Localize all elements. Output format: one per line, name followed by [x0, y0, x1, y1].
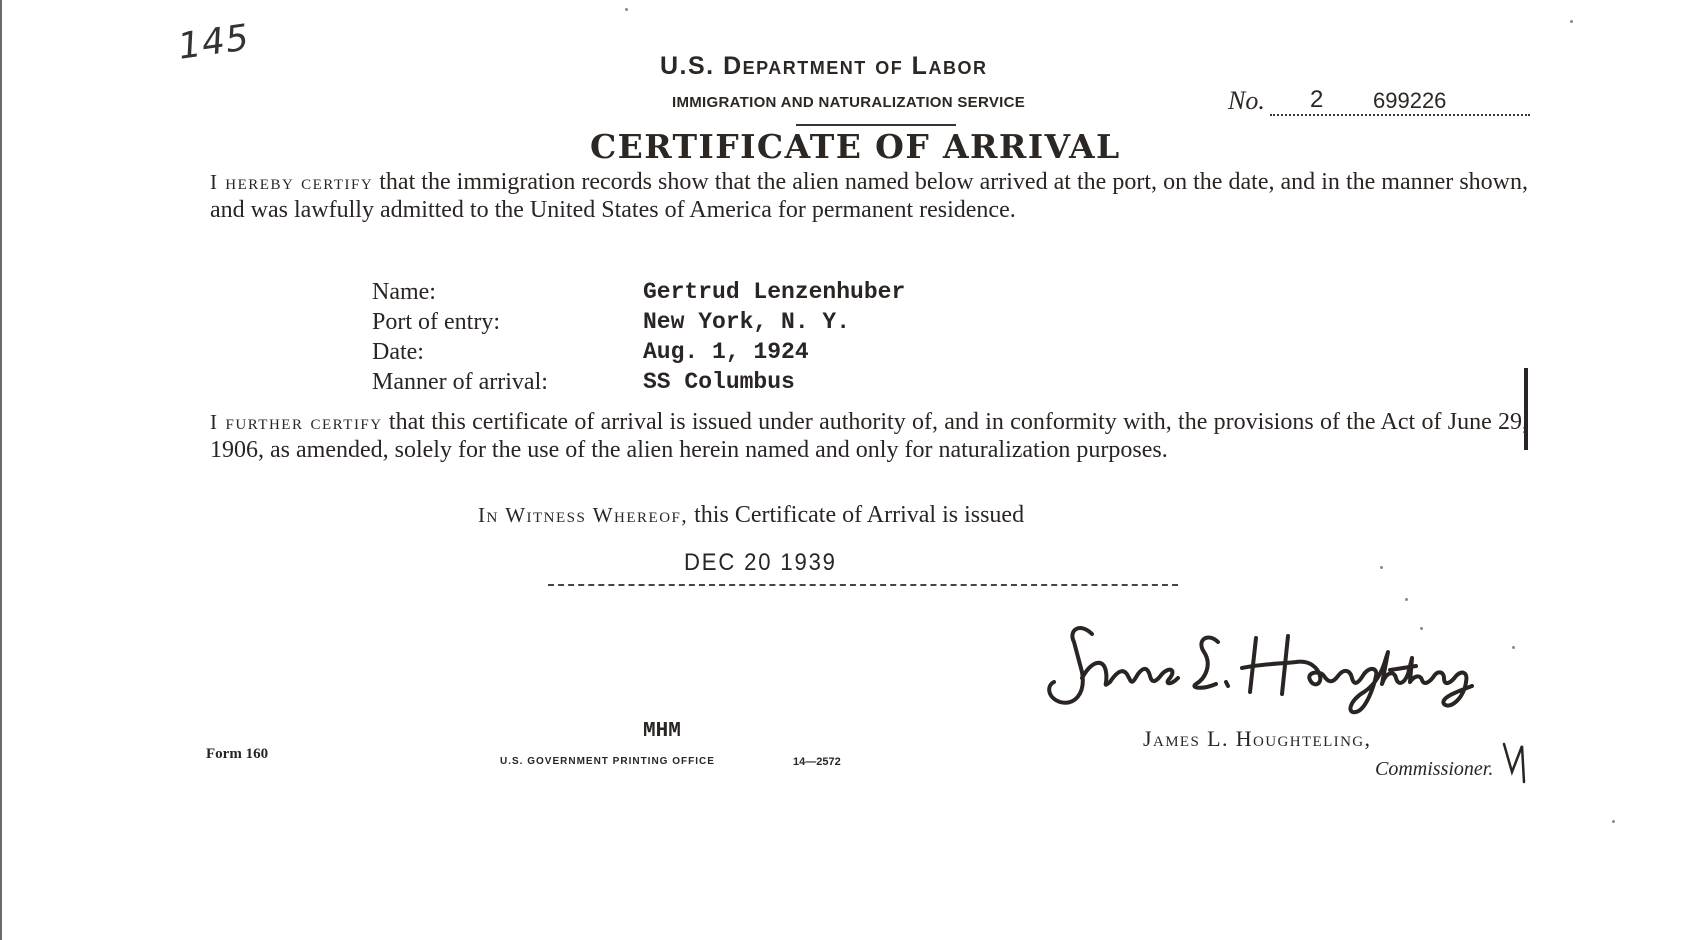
issue-date-stamp: DEC 20 1939 — [684, 549, 837, 576]
form-code: 14—2572 — [793, 756, 841, 768]
scan-speck — [625, 8, 628, 11]
further-certification-paragraph — [210, 408, 1528, 464]
further-certify-lead: I further certify — [210, 410, 383, 434]
field-value-port: New York, N. Y. — [643, 309, 851, 335]
further-certify-text: that this certificate of arrival is issued under authority of, and in conformity with, the provisions of the Act of June 29, 1906, as amended, solely for the use of the alien herein named and only for naturalization purposes. — [210, 409, 1529, 463]
certificate-number-value: 699226 — [1373, 88, 1447, 113]
printer-imprint: U.S. GOVERNMENT PRINTING OFFICE — [500, 756, 715, 767]
scan-speck — [1570, 20, 1573, 23]
pencil-annotation: 145 — [175, 17, 253, 68]
witness-lead: In Witness Whereof, — [478, 503, 689, 527]
certificate-title: CERTIFICATE OF ARRIVAL — [590, 127, 1121, 166]
field-value-date: Aug. 1, 1924 — [643, 339, 809, 365]
scan-speck — [1612, 820, 1615, 823]
field-label-date: Date: — [372, 339, 424, 365]
issue-date-line — [548, 584, 1178, 586]
field-label-port: Port of entry: — [372, 309, 500, 335]
witness-text: this Certificate of Arrival is issued — [694, 502, 1025, 528]
certify-lead: I hereby certify — [210, 170, 374, 194]
service-subheading: IMMIGRATION AND NATURALIZATION SERVICE — [672, 94, 1026, 111]
signer-printed-name: James L. Houghteling, — [1143, 726, 1372, 751]
field-value-name: Gertrud Lenzenhuber — [643, 279, 906, 305]
certify-text: that the immigration records show that the alien named below arrived at the port, on the date, and in the manner shown, and was lawfully admitted to the United States of America for permanent residence. — [210, 169, 1528, 223]
scan-speck — [1405, 598, 1408, 601]
scan-edge — [0, 0, 2, 940]
certificate-number-prefix: 2 — [1310, 86, 1324, 113]
scan-speck — [1512, 646, 1515, 649]
scan-speck — [1420, 627, 1423, 630]
field-label-manner: Manner of arrival: — [372, 369, 548, 395]
certificate-number-line — [1270, 114, 1530, 116]
department-heading: U.S. Department of Labor — [660, 52, 988, 80]
header-rule — [796, 124, 956, 126]
signer-title: Commissioner. — [1375, 758, 1494, 780]
witness-line — [478, 502, 1024, 529]
scan-speck — [1380, 566, 1383, 569]
field-value-manner: SS Columbus — [643, 369, 795, 395]
handwritten-signature — [1020, 612, 1500, 722]
form-number: Form 160 — [206, 746, 269, 762]
certification-paragraph — [210, 168, 1528, 224]
pencil-check-mark — [1500, 736, 1540, 786]
certificate-number-label: No. — [1228, 86, 1265, 115]
field-label-name: Name: — [372, 279, 436, 305]
clerk-initials: MHM — [643, 720, 681, 743]
